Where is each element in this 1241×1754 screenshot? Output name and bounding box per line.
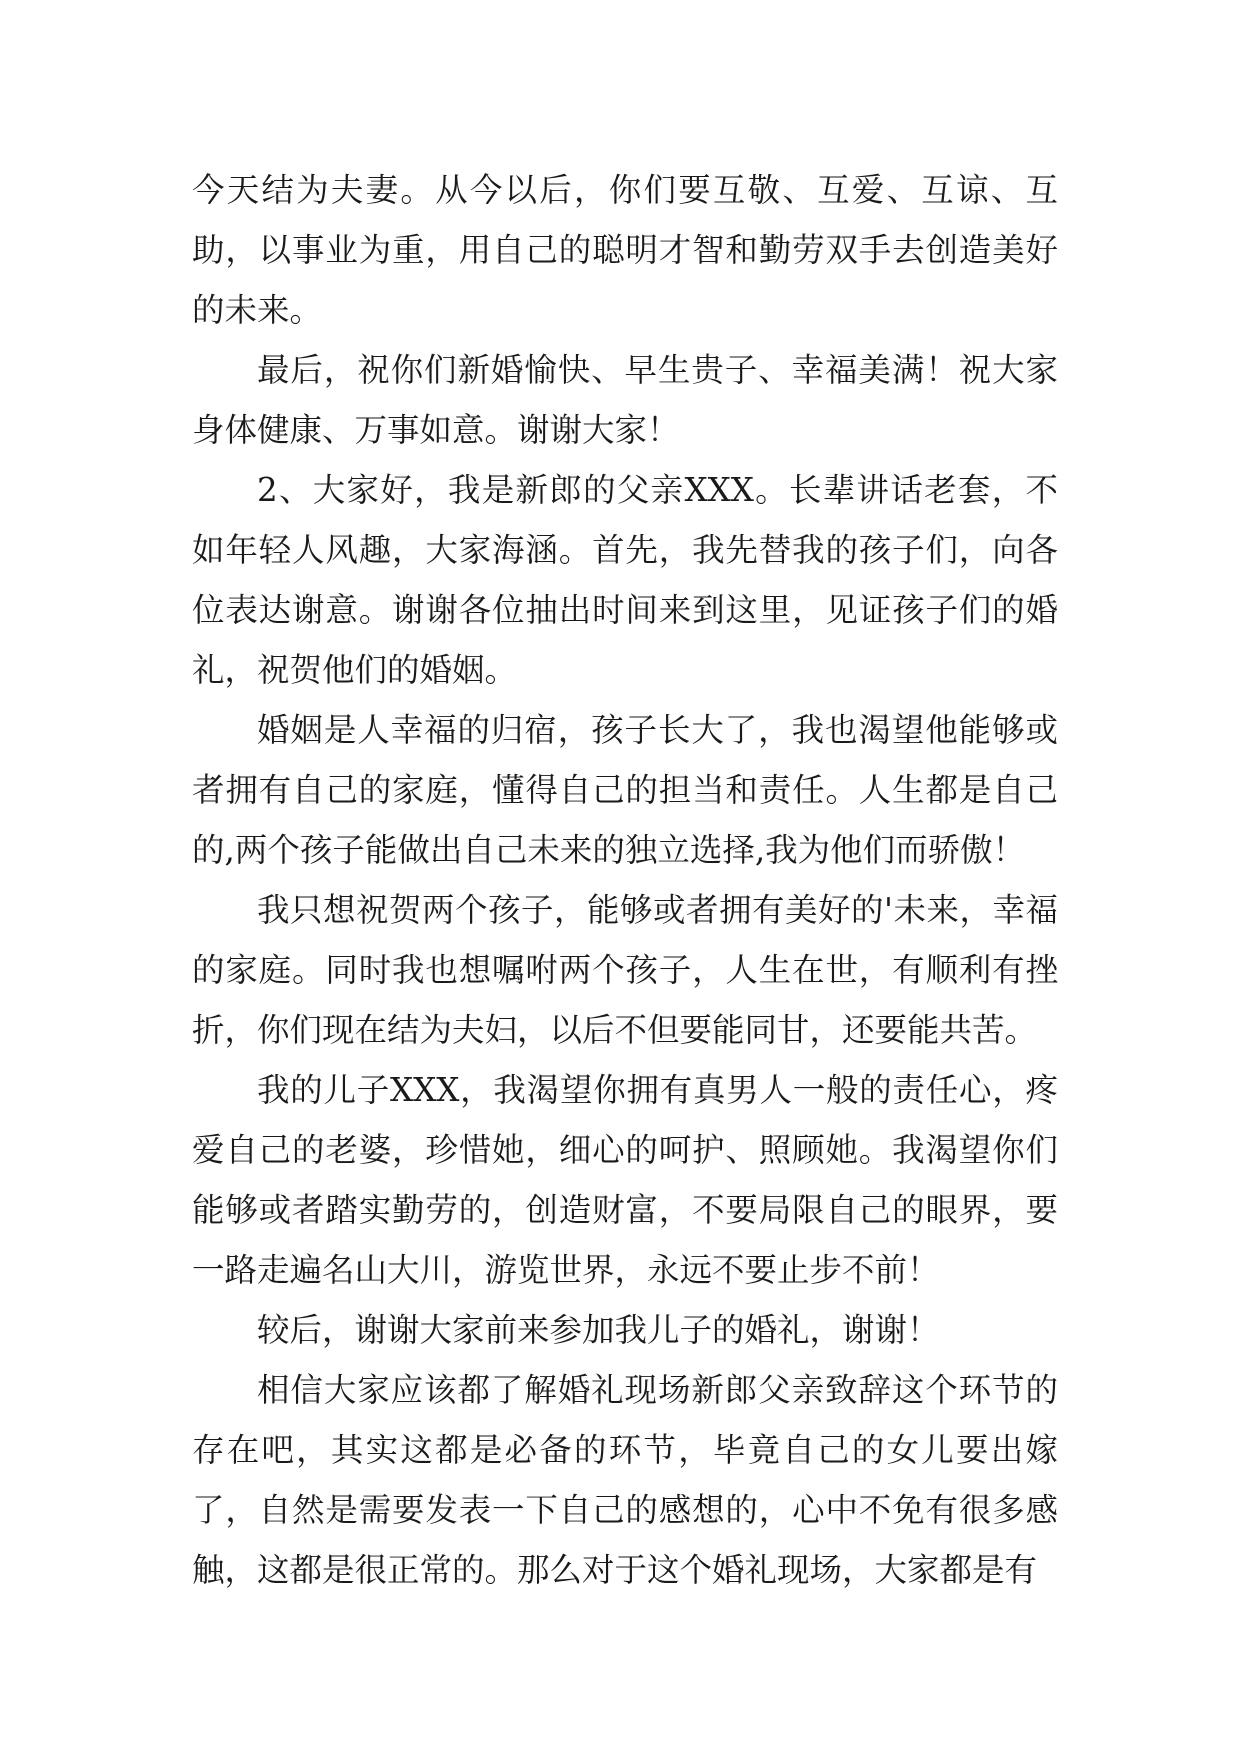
paragraph-1: 今天结为夫妻。从今以后，你们要互敬、互爱、互谅、互助，以事业为重，用自己的聪明才智和勤劳双手去创造美好的未来。: [192, 171, 1058, 329]
paragraph-2: 最后，祝你们新婚愉快、早生贵子、幸福美满！祝大家身体健康、万事如意。谢谢大家！: [192, 351, 1058, 449]
paragraph-8: 相信大家应该都了解婚礼现场新郎父亲致辞这个环节的存在吧，其实这都是必备的环节，毕竟自己的女儿要出嫁了，自然是需要发表一下自己的感想的，心中不免有很多感触，这都是很正常的。那么对于这个婚礼现场，大家都是有: [192, 1371, 1058, 1589]
paragraph-6: 我的儿子XXX，我渴望你拥有真男人一般的责任心，疼爱自己的老婆，珍惜她，细心的呵护、照顾她。我渴望你们能够或者踏实勤劳的，创造财富，不要局限自己的眼界，要一路走遍名山大川，游览世界，永远不要止步不前！: [192, 1071, 1058, 1289]
paragraph-5: 我只想祝贺两个孩子，能够或者拥有美好的'未来，幸福的家庭。同时我也想嘱咐两个孩子，人生在世，有顺利有挫折，你们现在结为夫妇，以后不但要能同甘，还要能共苦。: [192, 891, 1058, 1049]
paragraph-7: 较后，谢谢大家前来参加我儿子的婚礼，谢谢！: [257, 1311, 940, 1349]
paragraph-4: 婚姻是人幸福的归宿，孩子长大了，我也渴望他能够或者拥有自己的家庭，懂得自己的担当和责任。人生都是自己的,两个孩子能做出自己未来的独立选择,我为他们而骄傲！: [192, 711, 1058, 869]
document-body: [192, 160, 1058, 1600]
paragraph-3: 2、大家好，我是新郎的父亲XXX。长辈讲话老套，不如年轻人风趣，大家海涵。首先，我先替我的孩子们，向各位表达谢意。谢谢各位抽出时间来到这里，见证孩子们的婚礼，祝贺他们的婚姻。: [192, 471, 1058, 689]
